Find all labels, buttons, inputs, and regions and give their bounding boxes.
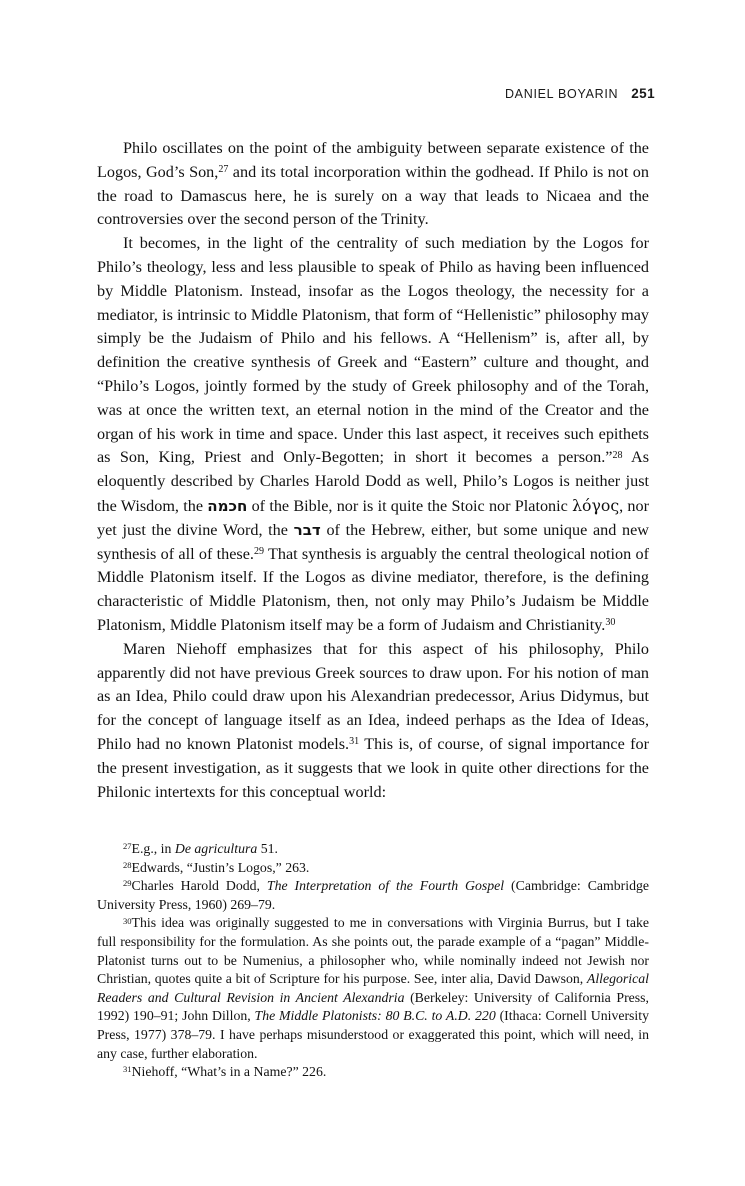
text-segment: Charles Harold Dodd, [131,878,267,894]
footnote-ref: 31 [123,1064,132,1075]
footnote-ref: 29 [253,546,264,558]
running-header [97,86,655,101]
text-segment: and its total incorporation within the godhead. If Philo is not on the road to Damascus here, he is surely on a way that leads to Nicaea and the controversies over the second person of the Trinity. [97,162,649,229]
footnote-ref: 28 [612,449,623,461]
text-segment: (Cambridge: Cambridge University Press, 1960) 269–79. [97,878,649,912]
text-segment: 51. [257,841,278,856]
footnotes-section [97,840,649,1082]
footnote-ref: 28 [123,859,132,870]
running-header-author: DANIEL BOYARIN [504,87,619,101]
footnote-27 [97,840,649,859]
hebrew-text-segment: חכמה [207,496,248,515]
hebrew-text-segment: דבר [293,520,321,539]
italic-text-segment: The Interpretation of the Fourth Gospel [266,878,505,894]
greek-text-segment: λόγος [572,495,620,515]
text-segment: Philo oscillates on the point of the ambiguity between separate existence of the Logos, God’s Son, [97,139,649,181]
footnote-ref: 30 [605,617,616,629]
paragraph-1 [97,137,649,232]
italic-text-segment: Allegorical Readers and Cultural Revision in Ancient Alexandria [97,971,649,1005]
text-segment: As eloquently described by Charles Harold Dodd as well, Philo’s Logos is neither just the Wisdom, the [97,448,649,515]
text-segment: This is, of course, of signal importance for the present investigation, as it suggests that we look in quite other directions for the Philonic intertexts for this conceptual world: [97,734,649,801]
body-text [97,137,649,804]
italic-text-segment: De agricultura [174,841,258,856]
footnote-28 [97,859,649,878]
footnote-31 [97,1063,649,1082]
footnote-ref: 27 [218,164,229,176]
footnote-ref: 30 [123,915,132,926]
paragraph-3 [97,638,649,805]
text-segment: This idea was originally suggested to me in conversations with Virginia Burrus, but I take full responsibility for the formulation. As she points out, the parade example of a “pagan” Middle-Platonist turns out to be Numenius, a philosopher who, while nominally indeed not Jewish nor Christian, quotes quite a bit of Scripture for his purpose. See, inter alia, David Dawson, [97,915,649,987]
footnote-ref: 29 [123,878,132,889]
footnote-29 [97,877,649,914]
text-segment: E.g., in [131,841,175,856]
page-number: 251 [631,86,655,101]
footnote-ref: 31 [349,736,360,748]
text-segment: , nor yet just the divine Word, the [97,496,650,539]
footnote-ref: 27 [123,841,132,852]
text-segment: of the Hebrew, either, but some unique and new synthesis of all of these. [97,520,649,563]
paragraph-2 [97,232,649,638]
text-segment: of the Bible, nor is it quite the Stoic nor Platonic [247,496,573,515]
text-segment: It becomes, in the light of the centrality of such mediation by the Logos for Philo’s theology, less and less plausible to speak of Philo as having been influenced by Middle Platonism. Instead, insofar as the Logos theology, the necessity for a mediator, is intrinsic to Middle Platonism, that form of “Hellenistic” philosophy may simply be the Judaism of Philo and his fellows. A “Hellenism” is, after all, by definition the creative synthesis of Greek and “Eastern” culture and thought, and “Philo’s Logos, jointly formed by the study of Greek philosophy and of the Torah, was at once the written text, an eternal notion in the mind of the Creator and the organ of his work in time and space. Under this last aspect, it receives such epithets as Son, King, Priest and Only-Begotten; in short it becomes a person.” [97,234,649,467]
footnote-30 [97,914,649,1063]
text-segment: (Ithaca: Cornell University Press, 1977) 378–79. I have perhaps misunderstood or exaggerated this point, which will need, in any case, further elaboration. [97,1008,649,1061]
italic-text-segment: The Middle Platonists: 80 B.C. to A.D. 220 [254,1008,496,1024]
text-segment: That synthesis is arguably the central theological notion of Middle Platonism itself. If the Logos as divine mediator, therefore, is the defining characteristic of Middle Platonism, then, not only may Philo’s Judaism be Middle Platonism, Middle Platonism itself may be a form of Judaism and Christianity. [97,544,649,634]
text-segment: Niehoff, “What’s in a Name?” 226. [131,1064,327,1080]
text-segment: (Berkeley: University of California Press, 1992) 190–91; John Dillon, [97,989,649,1024]
text-segment: Maren Niehoff emphasizes that for this aspect of his philosophy, Philo apparently did not have previous Greek sources to draw upon. For his notion of man as an Idea, Philo could draw upon his Alexandrian predecessor, Arius Didymus, but for the concept of language itself as an Idea, indeed perhaps as the Idea of Ideas, Philo had no known Platonist models. [97,639,649,753]
text-segment: Edwards, “Justin’s Logos,” 263. [131,859,310,875]
